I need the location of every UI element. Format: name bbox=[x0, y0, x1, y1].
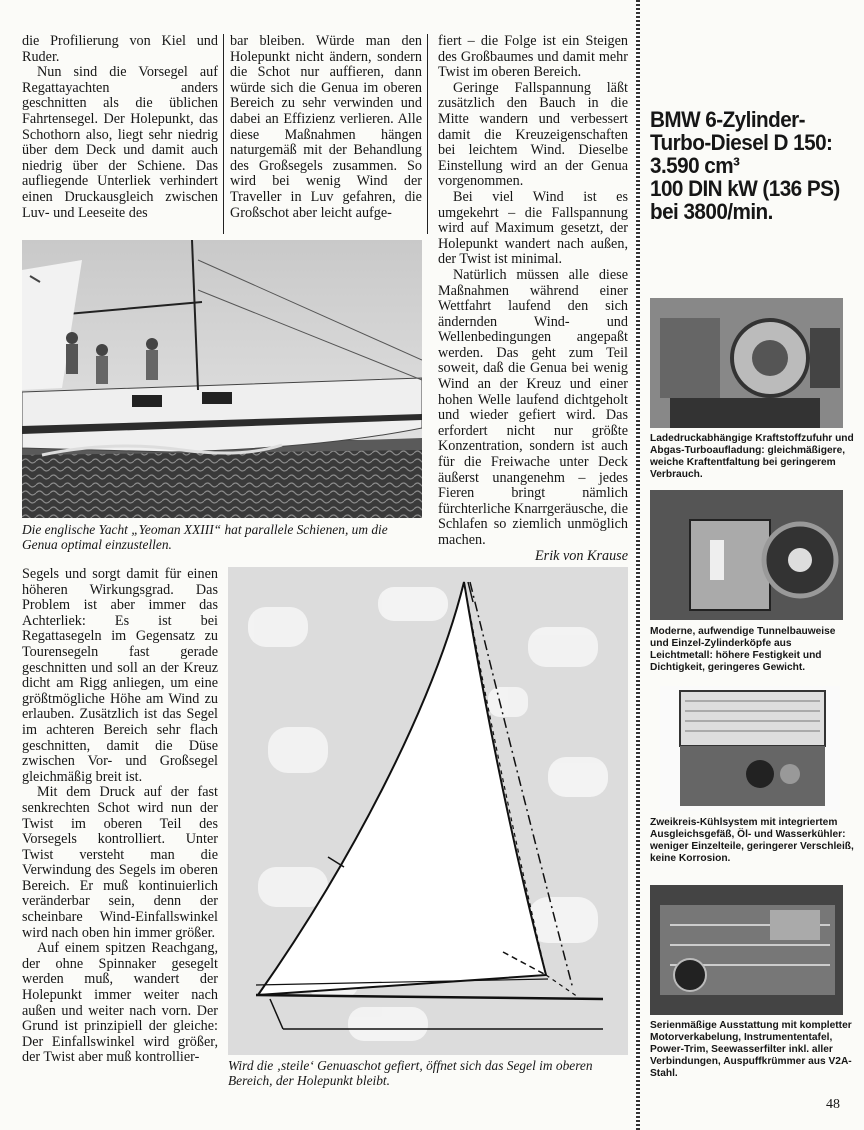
photo-caption: Die englische Yacht „Yeoman XXIII“ hat parallele Schienen, um die Genua optimal einzustellen. bbox=[22, 522, 388, 552]
headline-line: 3.590 cm³ bbox=[650, 153, 740, 178]
author-signature: Erik von Krause bbox=[535, 547, 628, 564]
sidebar-caption: Moderne, aufwendige Tunnelbauweise und Einzel-Zylinderköpfe aus Leichtmetall: höhere Festigkeit und Dichtigkeit, geringeres Gewicht. bbox=[650, 626, 836, 673]
headline-line: bei 3800/min. bbox=[650, 199, 773, 224]
yacht-photo bbox=[22, 240, 422, 518]
sidebar-border bbox=[636, 0, 640, 1130]
column-1-bottom bbox=[22, 567, 218, 1066]
sidebar-caption: Serienmäßige Ausstattung mit kompletter Motorverkabelung, Instrumententafel, Power-Trim, Seewasserfilter inkl. aller Verbindungen, Auspuffkrümmer aus V2A-Stahl. bbox=[650, 1020, 852, 1079]
headline-line: BMW 6-Zylinder- bbox=[650, 107, 806, 132]
paragraph: Auf einem spitzen Reachgang, der ohne Spinnaker gesegelt werden muß, wandert der Holepunkt immer weiter nach außen und weiter nach vorn. Der Grund ist prinzipiell der gleiche: Der Einfallswinkel wird größer, der Twist aber muß kontrollier- bbox=[22, 940, 218, 1066]
paragraph: Bei viel Wind ist es umgekehrt – die Fallspannung wird auf Maximum gesetzt, der Holepunkt wandert nach außen, der Twist ist minimal. bbox=[438, 188, 628, 268]
engine-photo-turbo bbox=[650, 298, 843, 428]
sail-diagram bbox=[228, 567, 628, 1055]
engine-photo-block bbox=[650, 490, 843, 620]
paragraph: bar bleiben. Würde man den Holepunkt nicht ändern, sondern die Schot nur auffieren, dann würde sich die Genua im oberen Bereich zu sehr verwinden und dabei an Effizienz verlieren. Alle diese Maßnahmen hängen naturgemäß mit der Behandlung des Großsegels zusammen. So wird bei wenig Wind der Traveller in Luv gefahren, die Großschot aber leicht aufge- bbox=[230, 33, 422, 221]
column-divider bbox=[427, 34, 428, 234]
paragraph: die Profilierung von Kiel und Ruder. bbox=[22, 33, 218, 65]
paragraph: Natürlich müssen alle diese Maßnahmen während einer Wettfahrt laufend den sich ändernden Wind- und Wellenbedingungen angepaßt werden. Das geht zum Teil soweit, daß die Genua bei wenig Wind an der Kreuz und einer hohen Welle laufend dichtgeholt und wieder gefiert wird. Das erfordert nicht nur größte Konzentration, sondern ist auch für die Freiwache unter Deck äußerst unangenehm – jedes Fieren bringt nämlich fürchterliche Knarrgeräusche, die Schlafen so ziemlich unmöglich machen. bbox=[438, 266, 628, 548]
column-2-top bbox=[230, 34, 422, 221]
bmw-engine-sidebar bbox=[636, 0, 864, 1130]
sidebar-headline bbox=[650, 108, 843, 223]
diagram-caption: Wird die ‚steile‘ Genuaschot gefiert, öffnet sich das Segel im oberen Bereich, der Holepunkt bleibt. bbox=[228, 1058, 593, 1088]
engine-photo-cooling bbox=[660, 686, 840, 811]
column-1-top bbox=[22, 34, 218, 221]
column-divider bbox=[223, 34, 224, 234]
headline-line: 100 DIN kW (136 PS) bbox=[650, 176, 840, 201]
paragraph: Segels und sorgt damit für einen höheren Wirkungsgrad. Das Problem ist aber immer das Achterliek: Es ist bei Regattasegeln im Gegensatz zu Tourensegeln fast gerade geschnitten und soll an der Kreuz dicht am Rigg anliegen, um eine größtmögliche Höhe am Wind zu erlauben. Zusätzlich ist das Segel im achteren Bereich sehr flach geschnitten, damit die Düse zwischen Vor- und Großsegel gleichmäßig breit ist. bbox=[22, 566, 218, 785]
column-3 bbox=[438, 34, 628, 564]
paragraph: Geringe Fallspannung läßt zusätzlich den Bauch in die Mitte wandern und verbessert damit die Kreuzeigenschaften bei leichtem Wind. Dieselbe Einstellung wird an der Genua vorgenommen. bbox=[438, 79, 628, 190]
headline-line: Turbo-Diesel D 150: bbox=[650, 130, 833, 155]
sidebar-caption: Zweikreis-Kühlsystem mit integriertem Ausgleichsgefäß, Öl- und Wasserkühler: weniger Einzelteile, geringerer Verschleiß, keine Korrosion. bbox=[650, 817, 854, 864]
sidebar-caption: Ladedruckabhängige Kraftstoffzufuhr und Abgas-Turboaufladung: gleichmäßigere, weiche Kraftentfaltung bei geringerem Verbrauch. bbox=[650, 433, 854, 480]
paragraph: Mit dem Druck auf der fast senkrechten Schot wird nun der Twist im oberen Teil des Vorsegels kontrolliert. Unter Twist versteht man die Verwindung des Segels im oberen Bereich. Er muß kontinuierlich veränderbar sein, denn der scheinbare Wind-Einfallswinkel wird nach oben hin immer größer. bbox=[22, 784, 218, 941]
paragraph: fiert – die Folge ist ein Steigen des Großbaumes und damit mehr Twist im oberen Bereich. bbox=[438, 33, 628, 81]
paragraph: Nun sind die Vorsegel auf Regattayachten anders geschnitten als die üblichen Fahrtensegel. Der Holepunkt, das Schothorn also, liegt sehr niedrig über dem Deck und damit auch niedrig über der Schiene. Das aufliegende Unterliek verhindert einen Druckausgleich zwischen Luv- und Leeseite des bbox=[22, 64, 218, 221]
page-number: 48 bbox=[826, 1097, 840, 1112]
engine-photo-wiring bbox=[650, 885, 843, 1015]
